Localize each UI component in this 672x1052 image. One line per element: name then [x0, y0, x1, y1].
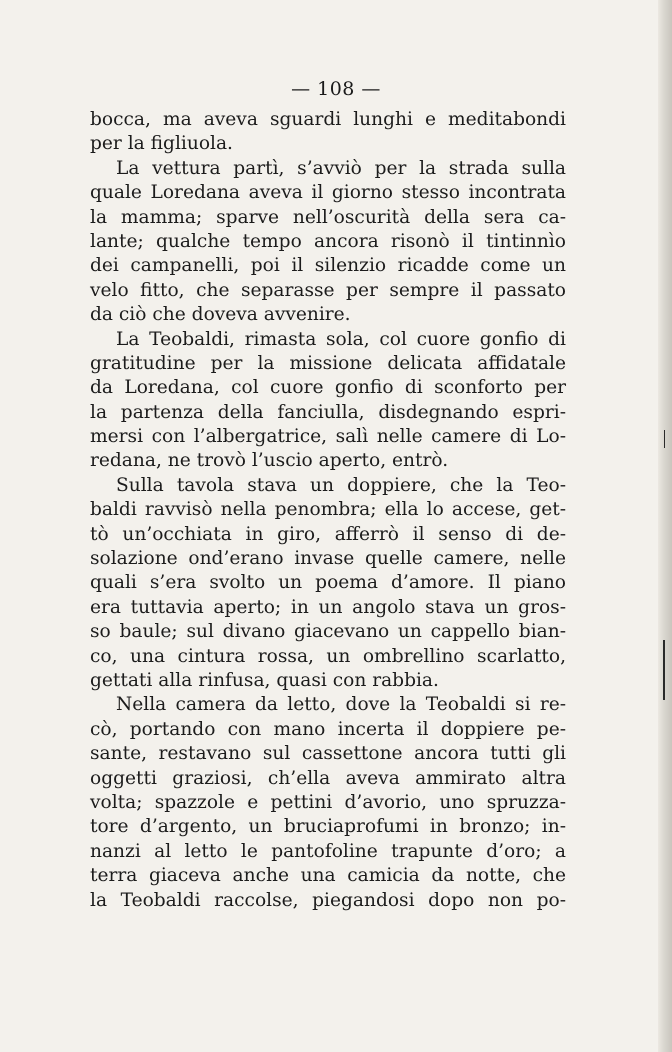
text-line: gettati alla rinfusa, quasi con rabbia.: [90, 669, 439, 691]
text-line: La Teobaldi, rimasta sola, col cuore gonfio di: [116, 328, 566, 350]
text-line: terra giaceva anche una camicia da notte, che: [90, 865, 566, 887]
text-line: tore d’argento, un bruciaprofumi in bronzo; in-: [90, 816, 566, 838]
text-line: bocca, ma aveva sguardi lunghi e meditabondi: [90, 109, 566, 130]
text-line: quale Loredana aveva il giorno stesso incontrata: [90, 182, 566, 204]
text-line: lante; qualche tempo ancora risonò il tintinnìo: [90, 230, 566, 252]
text-line: Nella camera da letto, dove la Teobaldi si re-: [116, 694, 566, 716]
text-line: per la figliuola.: [90, 133, 233, 155]
text-line: Sulla tavola stava un doppiere, che la Teo-: [116, 474, 566, 496]
text-line: nanzi al letto le pantofoline trapunte d’oro; a: [90, 840, 566, 862]
edge-ink-mark: [664, 430, 665, 448]
text-line: cò, portando con mano incerta il doppiere pe-: [90, 718, 566, 740]
text-line: la mamma; sparve nell’oscurità della sera ca-: [90, 206, 566, 228]
text-line: da ciò che doveva avvenire.: [90, 304, 351, 326]
text-line: la Teobaldi raccolse, piegandosi dopo non po-: [90, 889, 566, 911]
text-line: sante, restavano sul cassettone ancora tutti gli: [90, 743, 566, 765]
text-line: quali s’era svolto un poema d’amore. Il piano: [90, 572, 566, 594]
text-line: gratitudine per la missione delicata affidatale: [90, 352, 566, 374]
body-text: [90, 108, 566, 913]
edge-ink-mark: [663, 640, 665, 700]
text-line: oggetti graziosi, ch’ella aveva ammirato altra: [90, 767, 566, 789]
text-line: La vettura partì, s’avviò per la strada sulla: [116, 157, 566, 179]
text-line: so baule; sul divano giacevano un cappello bian-: [90, 621, 566, 643]
text-line: la partenza della fanciulla, disdegnando espri-: [90, 401, 566, 423]
text-line: volta; spazzole e pettini d’avorio, uno spruzza-: [90, 791, 566, 813]
text-line: co, una cintura rossa, un ombrellino scarlatto,: [90, 645, 566, 667]
page-number: — 108 —: [291, 78, 381, 100]
text-line: baldi ravvisò nella penombra; ella lo accese, get-: [90, 499, 566, 521]
text-line: era tuttavia aperto; in un angolo stava un gros-: [90, 596, 566, 618]
text-line: mersi con l’albergatrice, salì nelle camere di Lo-: [90, 426, 566, 448]
text-line: tò un’occhiata in giro, afferrò il senso di de-: [90, 523, 566, 545]
text-line: solazione ond’erano invase quelle camere, nelle: [90, 548, 566, 570]
text-line: velo fitto, che separasse per sempre il passato: [90, 279, 566, 301]
text-line: dei campanelli, poi il silenzio ricadde come un: [90, 255, 566, 277]
page-edge-shadow: [658, 0, 672, 1052]
text-line: da Loredana, col cuore gonfio di sconforto per: [90, 377, 566, 399]
text-line: redana, ne trovò l’uscio aperto, entrò.: [90, 450, 449, 472]
